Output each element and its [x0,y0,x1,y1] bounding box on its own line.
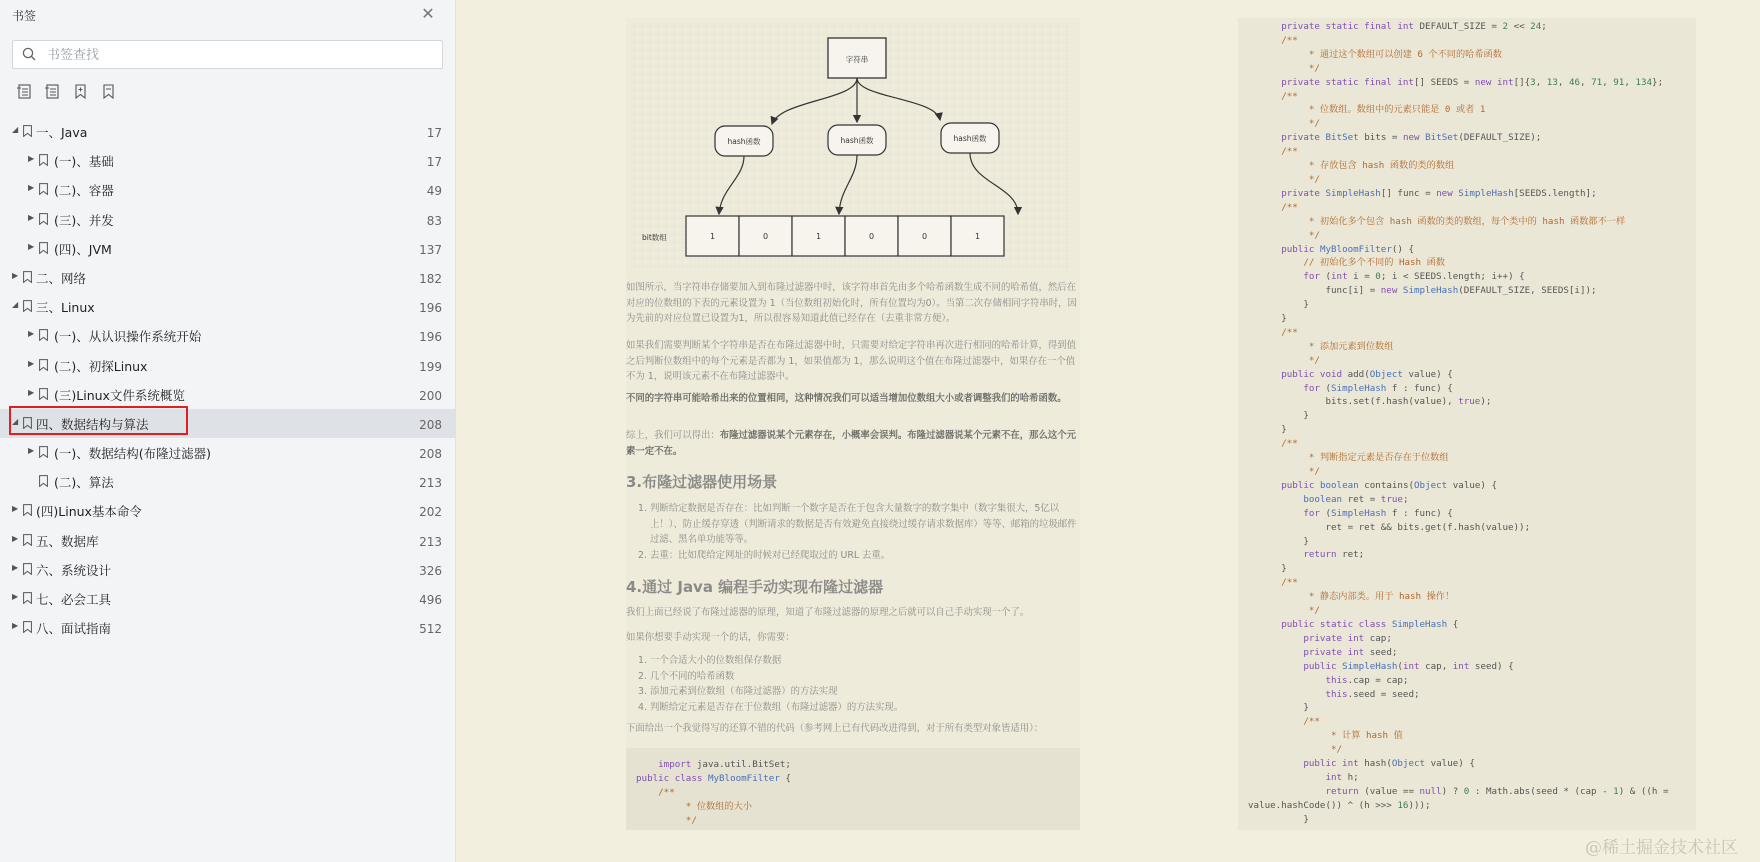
bookmark-label: 七、必会工具 [36,592,112,607]
bookmark-page-number: 83 [426,213,442,228]
bookmark-icon [23,417,32,429]
bookmark-icon [39,475,48,487]
bit-value: 1 [709,232,716,241]
paragraph-4-prefix: 综上，我们可以得出： [626,430,720,441]
bookmark-icon [23,621,32,633]
bookmark-icon [23,563,32,575]
bookmark-icon [39,388,48,400]
paragraph-1: 如图所示，当字符串存储要加入到布隆过滤器中时，该字符串首先由多个哈希函数生成不同的哈希值，然后在对应的位数组的下表的元素设置为 1（当位数组初始化时，所有位置均为0）。当第二次存储相同字符串时，因为先前的对应位置已设置为1，所以很容易知道此值已经存在（去重非常方便）。 [626,282,1077,324]
document-view[interactable] [456,0,1760,862]
bookmark-search-input[interactable] [47,46,427,64]
expand-all-icon[interactable] [16,83,33,100]
caret-right-icon[interactable]: ▶ [28,154,35,164]
paragraph-5: 我们上面已经说了布隆过滤器的原理，知道了布隆过滤器的原理之后就可以自己手动实现一个了。 [626,607,1030,618]
bookmark-label: 八、面试指南 [36,621,112,637]
bookmark-icon[interactable] [100,83,117,100]
caret-right-icon[interactable]: ▶ [28,183,35,193]
needs-text-3: 添加元素到位数组（布隆过滤器）的方法实现 [650,686,838,697]
bookmark-label: (二)、算法 [54,475,114,491]
needs-item-3: 3. 添加元素到位数组（布隆过滤器）的方法实现 [638,686,838,697]
bookmark-tree [0,117,456,642]
bit-value: 0 [921,232,928,241]
paragraph-3: 不同的字符串可能哈希出来的位置相同，这种情况我们可以适当增加位数组大小或者调整我们的哈希函数。 [626,393,1067,404]
paragraph-6: 如果你想要手动实现一个的话，你需要： [626,632,795,643]
bookmark-label: 四、数据结构与算法 [36,416,149,432]
bookmark-item[interactable] [0,496,456,525]
bookmark-icon [23,125,32,137]
caret-right-icon[interactable]: ▶ [28,446,35,456]
bookmark-icon [39,359,48,371]
bookmark-icon [23,592,32,604]
bookmark-page-number: 17 [426,126,442,140]
caret-right-icon[interactable]: ▶ [12,533,19,543]
bloom-filter-diagram [626,18,1080,273]
paragraph-7: 下面给出一个我觉得写的还算不错的代码（参考网上已有代码改进得到，对于所有类型对象皆适用）： [626,723,1044,734]
bookmark-icon [39,446,48,458]
scenario-text-1: 判断给定数据是否存在：比如判断一个数字是否在于包含大量数字的数字集中（数字集很大，5亿以上！）、防止缓存穿透（判断请求的数据是否有效避免直接绕过缓存请求数据库）等等、邮箱的垃圾邮件过滤、黑名单功能等等。 [650,503,1077,545]
bookmark-icon [23,534,32,546]
bookmark-label: (四)、JVM [54,241,112,257]
bookmark-icon [23,504,32,516]
paragraph-2: 如果我们需要判断某个字符串是否在布隆过滤器中时，只需要对给定字符串再次进行相同的哈希计算，得到值之后判断位数组中的每个元素是否都为 1，如果值都为 1，那么说明这个值在布隆过滤器中，如果存在一个值不为 1，说明该元素不在布隆过滤器中。 [626,340,1077,382]
sidebar-header [0,0,455,30]
hash-node-1-label: hash函数 [727,137,761,146]
bookmark-item[interactable] [0,175,456,204]
bookmark-label: (一)、基础 [54,154,114,170]
bookmark-page-number: 182 [419,271,442,286]
caret-right-icon[interactable]: ▶ [28,329,35,339]
close-icon[interactable]: ✕ [421,4,435,23]
bookmark-item[interactable] [0,584,456,613]
bookmark-item[interactable] [0,438,456,467]
bookmark-item[interactable] [0,351,456,380]
bookmark-page-number: 213 [419,476,442,491]
bookmark-label: (四)Linux基本命令 [36,504,142,520]
caret-right-icon[interactable]: ▶ [12,270,19,280]
bit-value: 1 [815,232,822,241]
pdf-page-left [626,18,1080,830]
caret-right-icon[interactable]: ▶ [28,212,35,222]
bookmark-page-number: 208 [419,447,442,462]
bookmark-item[interactable] [0,205,456,234]
bookmark-icon [39,242,48,254]
caret-right-icon[interactable]: ▶ [28,241,35,251]
bookmark-label: 六、系统设计 [36,562,112,578]
add-bookmark-icon[interactable] [72,83,89,100]
bookmark-item[interactable] [0,380,456,409]
bookmark-page-number: 208 [419,417,442,432]
caret-right-icon[interactable]: ▶ [28,387,35,397]
caret-right-icon[interactable]: ▶ [28,358,35,368]
bookmark-icon [39,329,48,341]
bit-array-label: bit数组 [642,233,667,242]
bookmark-label: 二、网络 [36,270,87,286]
bit-value: 1 [974,232,981,241]
caret-down-icon[interactable]: ◢ [12,416,19,426]
search-icon [22,47,36,61]
bookmark-label: (三)Linux文件系统概览 [54,387,185,403]
code-block-left [626,748,1080,830]
caret-right-icon[interactable]: ▶ [12,504,19,514]
bookmark-page-number: 512 [419,622,442,637]
sidebar-title: 书签 [12,9,37,23]
code-block-right [1248,20,1694,827]
bookmark-page-number: 202 [419,505,442,520]
bookmark-toolbar [16,83,117,101]
bookmark-icon [23,300,32,312]
needs-list [638,653,1080,715]
bookmark-item[interactable] [0,117,456,146]
bookmark-label: (一)、数据结构(布隆过滤器) [54,446,212,462]
paragraph-4-bold: 布隆过滤器说某个元素存在，小概率会误判。布隆过滤器说某个元素不在，那么这个元素一定不在。 [626,430,1077,457]
bookmark-icon [39,213,48,225]
bookmark-page-number: 200 [419,388,442,403]
bookmark-label: (二)、容器 [54,183,114,199]
bit-value: 0 [762,232,769,241]
bookmark-label: (三)、并发 [54,212,114,228]
pdf-page-right [1238,18,1696,830]
scenario-list [638,501,1080,563]
diagram-root-label: 字符串 [845,55,869,64]
bookmark-label: (二)、初探Linux [54,358,148,374]
paragraph-4 [626,428,1080,459]
bookmark-page-number: 326 [419,563,442,578]
caret-right-icon[interactable]: ▶ [12,621,19,631]
needs-item-1: 1. 一个合适大小的位数组保存数据 [638,655,782,666]
code-right-content: private static final int DEFAULT_SIZE = 2 << 24; /** * 通过这个数组可以创建 6 个不同的哈希函数 */ private static final int[] SEEDS = new int[]{3, 13, 46, 71, 91, 134}; /** * 位数组。数组中的元素只能是 0 或者 1 */ private BitSet bits = new BitSet(DEFAULT_SIZE); /** * 存放包含 hash 函数的类的数组 */ private SimpleHash[] func = new SimpleHash[SEEDS.length]; /** * 初始化多个包含 hash 函数的类的数组，每个类中的 hash 函数都不一样 */ public MyBloomFilter() { // 初始化多个不同的 Hash 函数 for (int i = 0; i < SEEDS.length; i++) { func[i] = new SimpleHash(DEFAULT_SIZE, SEEDS[i]); } } /** * 添加元素到位数组 */ public void add(Object value) { for (SimpleHash f : func) { bits.set(f.hash(value), true); } } /** * 判断指定元素是否存在于位数组 */ public boolean contains(Object value) { boolean ret = true; for (SimpleHash f : func) { ret = ret && bits.get(f.hash(value)); } return ret; } /** * 静态内部类。用于 hash 操作！ */ public static class SimpleHash { private int cap; private int seed; public SimpleHash(int cap, int seed) { this.cap = cap; this.seed = seed; } /** * 计算 hash 值 */ public int hash(Object value) { int h; return (value == null) ? 0 : Math.abs(seed * (cap - 1) & ((h = value.hashCode()) ^ (h >>> 16))); } [1248,21,1669,825]
needs-item-4: 4. 判断给定元素是否存在于位数组（布隆过滤器）的方法实现。 [638,701,904,713]
bookmark-item[interactable] [0,613,456,642]
code-left-content: import java.util.BitSet; public class MyBloomFilter { /** * 位数组的大小 */ [636,759,791,826]
bookmark-item[interactable] [0,467,456,496]
hash-node-3-label: hash函数 [953,134,987,143]
bookmark-page-number: 196 [419,301,442,316]
bookmark-page-number: 213 [419,534,442,549]
bit-value: 0 [868,232,875,241]
bookmark-item[interactable] [0,409,456,438]
heading-scenarios: 3.布隆过滤器使用场景 [626,473,778,491]
hash-node-2-label: hash函数 [840,136,874,145]
needs-text-2: 几个不同的哈希函数 [650,670,735,682]
scenario-item-2: 2. 去重：比如爬给定网址的时候对已经爬取过的 URL 去重。 [638,549,891,561]
bookmark-label: 一、Java [36,125,88,140]
bookmark-icon [39,154,48,166]
bookmark-sidebar [0,0,456,862]
bookmark-label: (一)、从认识操作系统开始 [54,329,202,345]
collapse-all-icon[interactable] [44,83,61,100]
bookmark-page-number: 199 [419,359,442,374]
bookmark-icon [39,183,48,195]
scenario-text-2: 去重：比如爬给定网址的时候对已经爬取过的 URL 去重。 [650,549,891,561]
caret-right-icon[interactable]: ▶ [12,562,19,572]
caret-down-icon[interactable]: ◢ [12,125,19,134]
scenario-item-1: 1. 判断给定数据是否存在：比如判断一个数字是否在于包含大量数字的数字集中（数字集很大，5亿以上！）、防止缓存穿透（判断请求的数据是否有效避免直接绕过缓存请求数据库）等等、邮箱的垃圾邮件过滤、黑名单功能等等。 [638,503,1077,545]
bookmark-item[interactable] [0,146,456,175]
bookmark-icon [23,271,32,283]
needs-item-2: 2. 几个不同的哈希函数 [638,670,735,682]
needs-text-4: 判断给定元素是否存在于位数组（布隆过滤器）的方法实现。 [650,701,904,713]
watermark: @稀土掘金技术社区 [1585,838,1738,858]
caret-down-icon[interactable]: ◢ [12,300,19,310]
bookmark-page-number: 496 [419,593,442,607]
bookmark-page-number: 17 [426,155,442,170]
bookmark-item[interactable] [0,555,456,584]
bit-array [686,216,1004,256]
bookmark-item[interactable] [0,234,456,263]
bookmark-page-number: 196 [419,330,442,345]
needs-text-1: 一个合适大小的位数组保存数据 [650,655,782,666]
bookmark-label: 五、数据库 [36,533,99,549]
bookmark-label: 三、Linux [36,300,95,316]
bookmark-search-box[interactable] [12,40,443,69]
bookmark-page-number: 137 [419,242,442,257]
heading-java-impl: 4.通过 Java 编程手动实现布隆过滤器 [626,578,884,596]
caret-right-icon[interactable]: ▶ [12,592,19,601]
bookmark-page-number: 49 [426,184,442,199]
bookmark-item[interactable] [0,292,456,321]
bookmark-item[interactable] [0,263,456,292]
bookmark-item[interactable] [0,321,456,350]
bookmark-item[interactable] [0,526,456,555]
